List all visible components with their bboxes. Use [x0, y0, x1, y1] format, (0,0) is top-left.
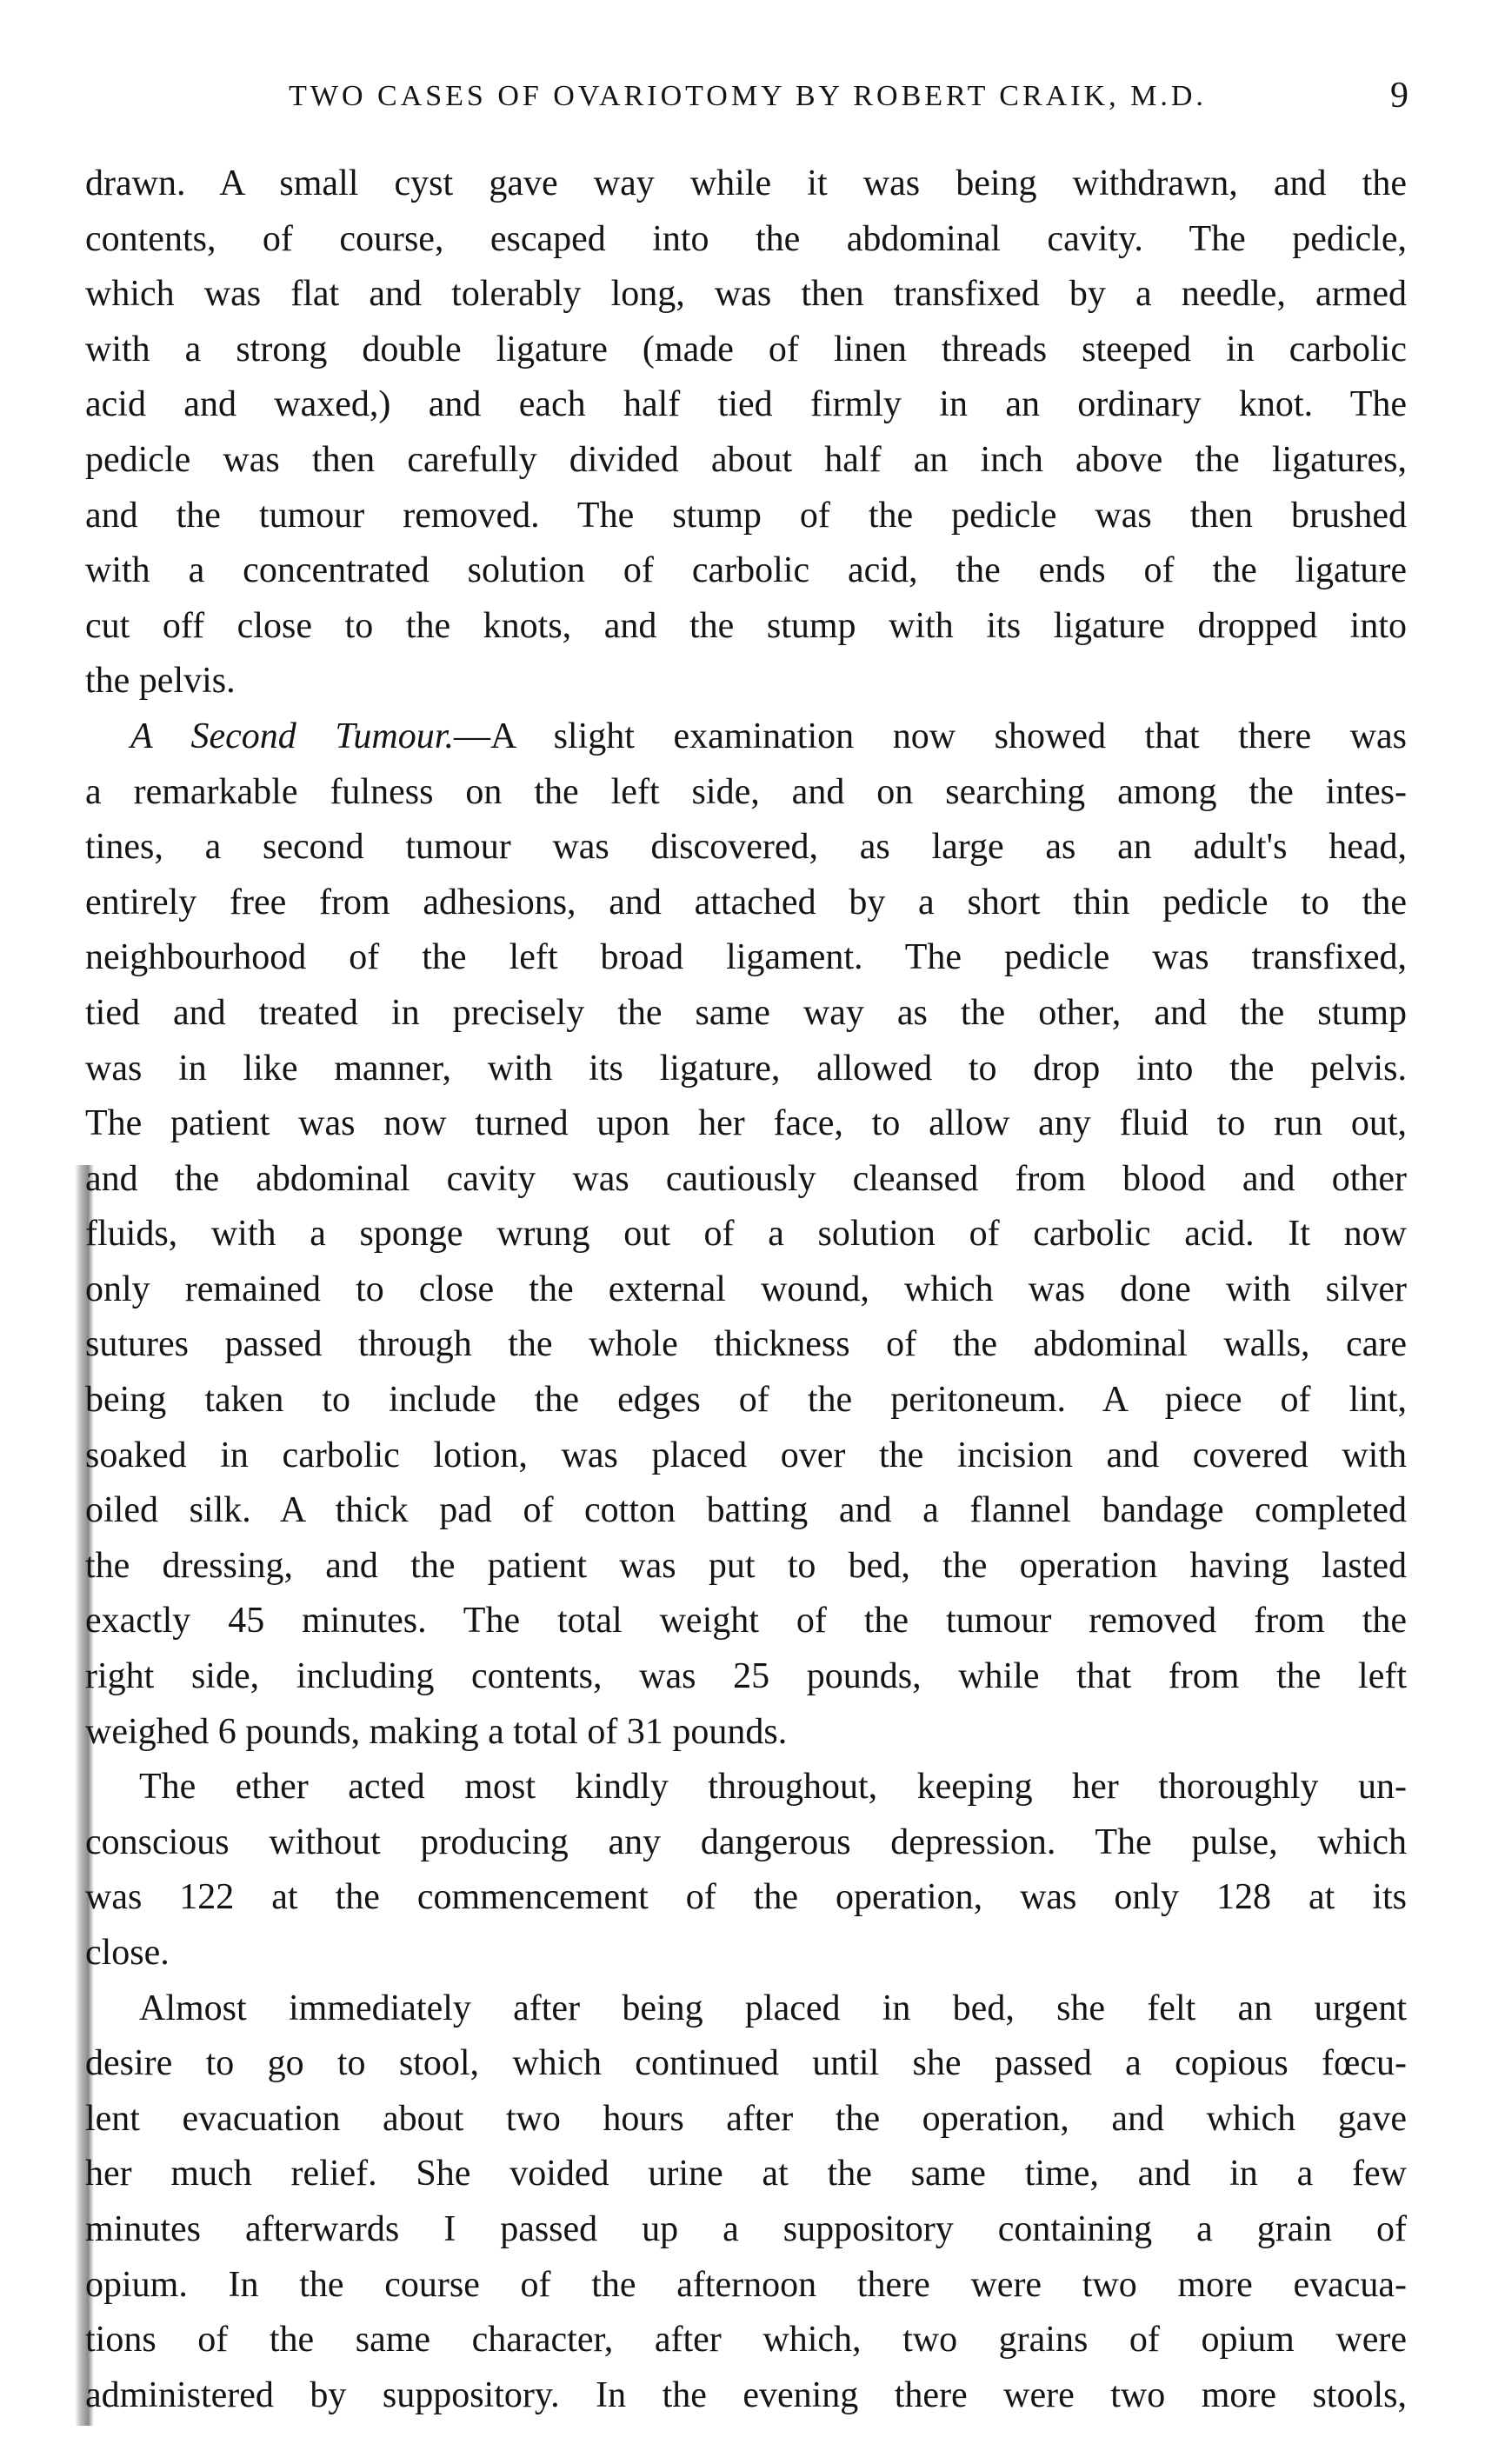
text-line: and the abdominal cavity was cautiously cleansed from blood and other: [85, 1158, 1407, 1199]
text-line: which was flat and tolerably long, was then transfixed by a needle, armed: [85, 274, 1407, 315]
text-line: sutures passed through the whole thickness of the abdominal walls, care: [85, 1324, 1407, 1365]
text-line: minutes afterwards I passed up a suppository containing a grain of: [85, 2208, 1407, 2249]
text-line: right side, including contents, was 25 pounds, while that from the left: [85, 1656, 1407, 1697]
text-line: soaked in carbolic lotion, was placed over the incision and covered with: [85, 1435, 1407, 1475]
text-line: contents, of course, escaped into the abdominal cavity. The pedicle,: [85, 218, 1407, 259]
text-line: tions of the same character, after which, two grains of opium were: [85, 2320, 1407, 2361]
text-line: conscious without producing any dangerous depression. The pulse, which: [85, 1821, 1407, 1862]
text-line: the dressing, and the patient was put to bed, the operation having lasted: [85, 1545, 1407, 1586]
text-line: oiled silk. A thick pad of cotton batting and a flannel bandage completed: [85, 1490, 1407, 1531]
text-line: tines, a second tumour was discovered, as large as an adult's head,: [85, 827, 1407, 868]
text-line: entirely free from adhesions, and attached by a short thin pedicle to the: [85, 882, 1407, 922]
text-line: with a concentrated solution of carbolic acid, the ends of the ligature: [85, 550, 1407, 591]
text-line: acid and waxed,) and each half tied firmly in an ordinary knot. The: [85, 384, 1407, 425]
text-line: being taken to include the edges of the peritoneum. A piece of lint,: [85, 1380, 1407, 1421]
text-line: drawn. A small cyst gave way while it was being withdrawn, and the: [85, 163, 1407, 203]
section-heading: A Second Tumour.: [130, 716, 454, 756]
text-line: was in like manner, with its ligature, allowed to drop into the pelvis.: [85, 1048, 1407, 1089]
text-line: The patient was now turned upon her face, to allow any fluid to run out,: [85, 1103, 1407, 1144]
text-line: opium. In the course of the afternoon there were two more evacua-: [85, 2264, 1407, 2305]
text-line: tied and treated in precisely the same way as the other, and the stump: [85, 992, 1407, 1033]
text-line: fluids, with a sponge wrung out of a solution of carbolic acid. It now: [85, 1214, 1407, 1255]
text-line: pedicle was then carefully divided about half an inch above the ligatures,: [85, 439, 1407, 480]
text-line: cut off close to the knots, and the stump with its ligature dropped into: [85, 605, 1407, 646]
text-line: neighbourhood of the left broad ligament. The pedicle was transfixed,: [85, 937, 1407, 978]
page-header: [87, 71, 1408, 123]
text-line: with a strong double ligature (made of linen threads steeped in carbolic: [85, 329, 1407, 370]
text-line: desire to go to stool, which continued until she passed a copious fœcu-: [85, 2043, 1407, 2084]
text-line: —A slight examination now showed that there was: [453, 716, 1407, 756]
text-line: weighed 6 pounds, making a total of 31 pounds.: [85, 1711, 788, 1752]
text-line: was 122 at the commencement of the operation, was only 128 at its: [85, 1877, 1407, 1918]
running-head: TWO CASES OF OVARIOTOMY BY ROBERT CRAIK, M.D.: [289, 80, 1207, 112]
text-line: a remarkable fulness on the left side, and on searching among the intes-: [85, 771, 1407, 812]
text-line: the pelvis.: [85, 661, 236, 702]
text-line: administered by suppository. In the evening there were two more stools,: [85, 2374, 1407, 2415]
text-line: only remained to close the external wound, which was done with silver: [85, 1269, 1407, 1309]
text-line: close.: [85, 1933, 170, 1973]
text-line: The ether acted most kindly throughout, keeping her thoroughly un-: [139, 1767, 1407, 1808]
text-line: Almost immediately after being placed in bed, she felt an urgent: [139, 1988, 1407, 2028]
text-line: her much relief. She voided urine at the same time, and in a few: [85, 2154, 1407, 2194]
text-line: and the tumour removed. The stump of the pedicle was then brushed: [85, 495, 1407, 536]
text-line-with-heading: [85, 709, 1407, 765]
page-number: 9: [1390, 76, 1408, 116]
body-text: [85, 156, 1407, 2423]
text-line: lent evacuation about two hours after the operation, and which gave: [85, 2098, 1407, 2139]
text-line: exactly 45 minutes. The total weight of the tumour removed from the: [85, 1601, 1407, 1642]
